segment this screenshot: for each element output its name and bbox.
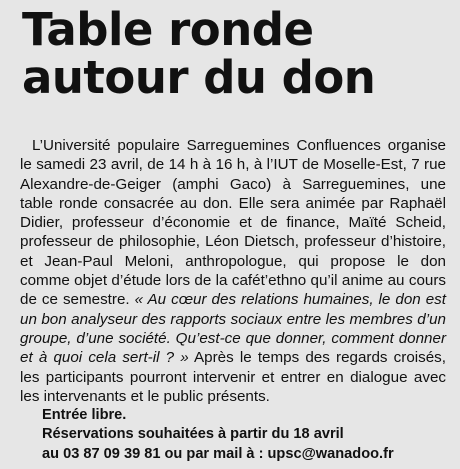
headline-line-2: autour du don <box>22 51 376 104</box>
body-text-part-2: Après le temps des regards croisés, les participants pourront intervenir et entrer en dialogue avec les intervenants et le public présents. <box>20 349 446 405</box>
article-body <box>20 136 446 406</box>
headline <box>22 3 446 104</box>
body-text-part-1: L’Université populaire Sarreguemines Confluences organise le samedi 23 avril, de 14 h à 16 h, à l’IUT de Moselle-Est, 7 rue Alexandre-de-Geiger (amphi Gaco) à Sarreguemines, une table ronde consacrée au don. Elle sera animée par Raphaël Didier, professeur d’économie et de finance, Maïté Scheid, professeur de philosophie, Léon Dietsch, professeur d’histoire, et Jean-Paul Meloni, anthropologue, qui propose le don comme objet d’étude lors de la cafét’ethno qu’il anime au cours de ce semestre. <box>20 137 446 309</box>
entry-info: Entrée libre. <box>42 407 127 424</box>
headline-line-1: Table ronde <box>22 3 314 56</box>
reservation-info: Réservations souhaitées à partir du 18 avril <box>42 426 344 443</box>
practical-info <box>42 406 446 464</box>
contact-info: au 03 87 09 39 81 ou par mail à : upsc@wanadoo.fr <box>42 445 394 462</box>
body-quote: « Au cœur des relations humaines, le don est un bon analyseur des rapports sociaux entre les membres d’un groupe, d’une société. Qu’est-ce que donner, comment donner et à quoi cela sert-il ? » <box>20 291 446 367</box>
